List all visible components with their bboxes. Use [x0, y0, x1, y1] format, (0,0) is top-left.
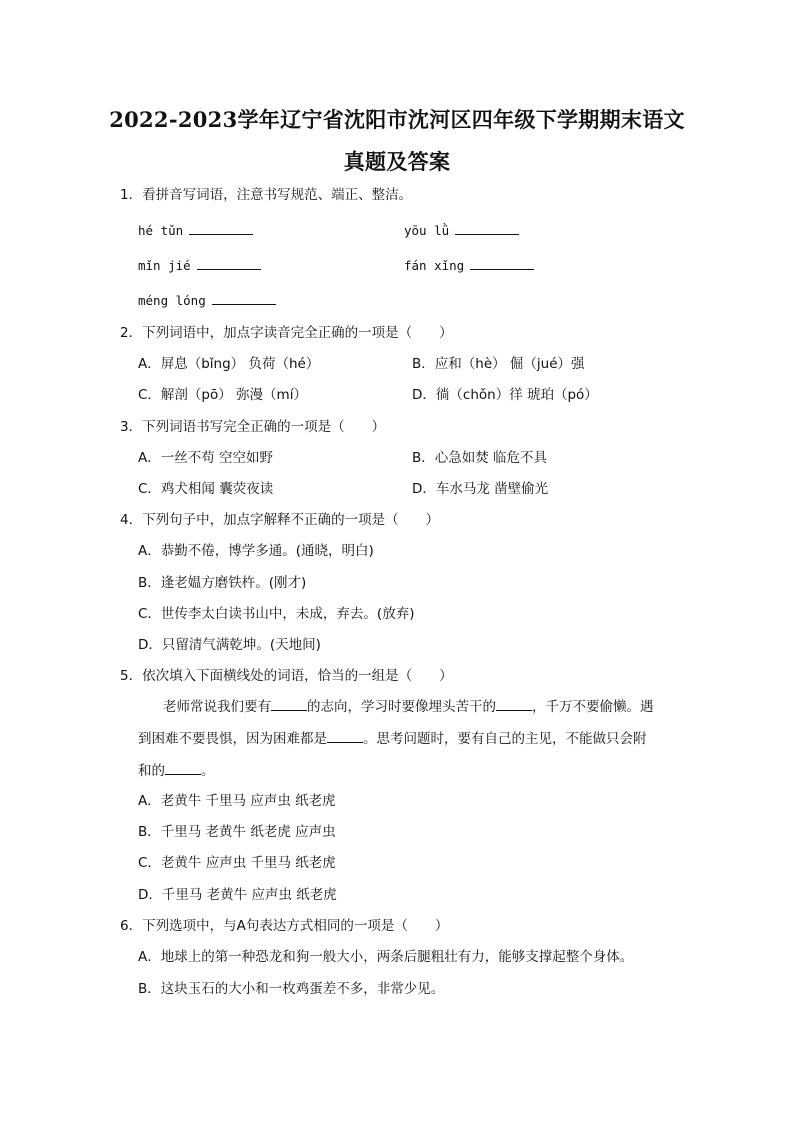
- q4-option-a: A．恭勤不倦，博学多通。(通晓，明白): [138, 543, 374, 559]
- q3-option-c: C．鸡犬相闻 囊荧夜读: [138, 481, 274, 497]
- fill-blank: [496, 698, 532, 711]
- q2-option-c: C．解剖（pō） 弥漫（mí）: [138, 387, 307, 403]
- fill-blank: [271, 698, 307, 711]
- q3-option-a: A．一丝不苟 空空如野: [138, 450, 274, 466]
- q3-option-d: D．车水马龙 凿壁偷光: [412, 481, 549, 497]
- doc-title-line1: 2022-2023学年辽宁省沈阳市沈河区四年级下学期期末语文: [109, 107, 685, 132]
- answer-blank: [189, 222, 253, 235]
- q2-option-b: B．应和（hè） 倔（jué）强: [412, 356, 585, 372]
- q3-option-b: B．心急如焚 临危不具: [412, 450, 548, 466]
- q6-stem: 6．下列选项中，与A句表达方式相同的一项是（ ）: [120, 918, 449, 934]
- passage-text: 的志向，学习时要像埋头苦干的: [307, 699, 496, 715]
- passage-text: 。: [201, 763, 215, 779]
- q4-option-c: C．世传李太白读书山中，未成，弃去。(放弃): [138, 606, 415, 622]
- answer-blank: [455, 222, 519, 235]
- q5-passage-line2: [138, 730, 647, 748]
- doc-title-line2: 真题及答案: [343, 149, 451, 174]
- q3-stem: 3．下列词语书写完全正确的一项是（ ）: [120, 419, 386, 435]
- passage-text: 和的: [138, 763, 165, 779]
- q1-item-5: [138, 292, 276, 310]
- q2-option-d: D．徜（chǒn）徉 琥珀（pó）: [412, 387, 598, 403]
- q5-passage-line1: [163, 698, 654, 716]
- pinyin-label: méng lóng: [138, 293, 206, 308]
- q5-option-b: B．千里马 老黄牛 纸老虎 应声虫: [138, 824, 336, 840]
- q4-option-d: D．只留清气满乾坤。(天地间): [138, 637, 321, 653]
- answer-blank: [212, 292, 276, 305]
- q4-option-b: B．逢老媪方磨铁杵。(刚才): [138, 575, 307, 591]
- answer-blank: [197, 257, 261, 270]
- passage-text: 老师常说我们要有: [163, 699, 271, 715]
- passage-text: 。思考问题时，要有自己的主见，不能做只会附: [363, 731, 647, 747]
- q1-item-1: [138, 222, 253, 240]
- q1-item-3: [138, 257, 261, 275]
- q2-option-a: A．屏息（bǐng） 负荷（hé）: [138, 356, 320, 372]
- q1-item-2: [404, 222, 519, 240]
- passage-text: ，千万不要偷懒。遇: [532, 699, 654, 715]
- pinyin-label: mǐn jié: [138, 258, 191, 273]
- q2-stem: 2．下列词语中，加点字读音完全正确的一项是（ ）: [120, 325, 453, 341]
- q5-option-c: C．老黄牛 应声虫 千里马 纸老虎: [138, 855, 336, 871]
- q1-stem: 1．看拼音写词语，注意书写规范、端正、整洁。: [120, 187, 413, 203]
- q5-option-d: D．千里马 老黄牛 应声虫 纸老虎: [138, 887, 337, 903]
- pinyin-label: yōu lǜ: [404, 223, 450, 238]
- q5-stem: 5．依次填入下面横线处的词语，恰当的一组是（ ）: [120, 668, 453, 684]
- answer-blank: [470, 257, 534, 270]
- q5-passage-line3: [138, 762, 215, 780]
- q6-option-b: B．这块玉石的大小和一枚鸡蛋差不多，非常少见。: [138, 981, 445, 997]
- q4-stem: 4．下列句子中，加点字解释不正确的一项是（ ）: [120, 512, 440, 528]
- fill-blank: [165, 762, 201, 775]
- q6-option-a: A．地球上的第一种恐龙和狗一般大小，两条后腿粗壮有力，能够支撑起整个身体。: [138, 949, 634, 965]
- passage-text: 到困难不要畏惧，因为困难都是: [138, 731, 327, 747]
- q1-item-4: [404, 257, 534, 275]
- fill-blank: [327, 730, 363, 743]
- pinyin-label: fán xǐng: [404, 258, 465, 273]
- pinyin-label: hé tǔn: [138, 223, 184, 238]
- q5-option-a: A．老黄牛 千里马 应声虫 纸老虎: [138, 793, 336, 809]
